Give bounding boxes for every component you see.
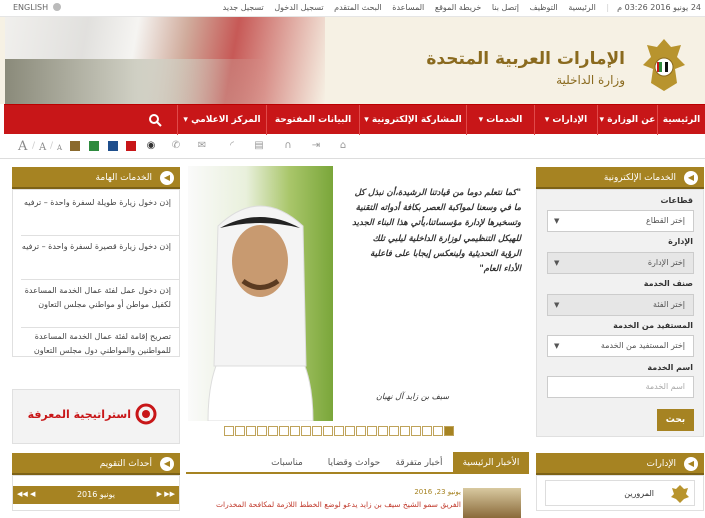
datetime-text: 24 يونيو 2016 03:26 م: [617, 3, 701, 12]
important-service-item[interactable]: إذن دخول عمل لفئة عمال الخدمة المساعدة لكفيل مواطن أو مواطني مجلس التعاون: [21, 284, 179, 328]
important-services-header: [12, 167, 180, 189]
slider-dot[interactable]: [235, 426, 245, 436]
globe-icon: [53, 3, 61, 11]
top-link-help[interactable]: المساعدة: [392, 3, 425, 12]
eye-icon[interactable]: ◉: [146, 140, 156, 151]
top-link-contact[interactable]: إتصل بنا: [491, 3, 519, 12]
important-service-item[interactable]: تصريح إقامة لفئة عمال الخدمة المساعدة للمواطنين والمواطني دول مجلس التعاون: [33, 332, 171, 355]
calendar-title: أحداث التقويم: [99, 459, 152, 469]
department-label: الإدارة: [668, 237, 693, 246]
chevron-down-icon: ▼: [554, 259, 560, 267]
calendar-prev-button[interactable]: ◀◀ ◀: [17, 490, 36, 498]
service-name-input[interactable]: اسم الخدمة: [547, 376, 694, 398]
leader-photo: [188, 166, 333, 421]
strategy-logo-icon: [135, 403, 157, 425]
strategy-label: استراتيجية المعرفة: [27, 408, 131, 421]
english-label[interactable]: ENGLISH: [13, 3, 49, 12]
theme-brown-swatch[interactable]: [70, 141, 80, 151]
department-select-value: إختر الإدارة: [647, 258, 685, 267]
nav-services-label: الخدمات: [486, 115, 523, 125]
important-service-item[interactable]: إذن دخول زيارة قصيرة لسفرة واحدة – ترفيه: [21, 240, 179, 280]
nav-about[interactable]: عن الوزارة ▾: [597, 105, 657, 135]
category-select-value: إختر الفئة: [653, 300, 685, 309]
eservices-form: [536, 189, 704, 437]
slider-pagination: [224, 426, 455, 438]
slider-dot[interactable]: [356, 426, 366, 436]
chevron-down-icon: ▼: [554, 217, 560, 225]
nav-services[interactable]: الخدمات ▾: [466, 105, 534, 135]
login-icon[interactable]: ⇥: [311, 140, 321, 151]
search-button[interactable]: بحث: [657, 409, 694, 431]
category-label: صنف الخدمة: [643, 279, 693, 288]
site-title[interactable]: الإمارات العربية المتحدة: [426, 49, 625, 69]
beneficiary-select[interactable]: [547, 335, 694, 357]
slider-dot[interactable]: [268, 426, 278, 436]
news-date: يونيو 23, 2016: [414, 488, 461, 496]
top-link-sitemap[interactable]: خريطة الموقع: [434, 3, 482, 12]
news-headline[interactable]: الفريق سمو الشيخ سيف بن زايد يدعو لوضع الخطط اللازمة لمكافحة المخدرات: [216, 500, 461, 509]
slider-dot[interactable]: [334, 426, 344, 436]
departments-header: [536, 453, 704, 475]
headphones-icon[interactable]: ∩: [284, 140, 292, 151]
tab-incidents[interactable]: حوادث وقضايا: [327, 458, 381, 468]
slider-dot[interactable]: [367, 426, 377, 436]
beneficiary-select-value: إختر المستفيد من الخدمة: [600, 341, 685, 350]
sector-label: قطاعات: [660, 196, 693, 205]
sector-select-value: إختر القطاع: [645, 216, 685, 225]
chevron-left-icon[interactable]: ◀: [160, 457, 174, 471]
slider-dot[interactable]: [246, 426, 256, 436]
font-large-button[interactable]: A: [18, 139, 28, 154]
top-link-home[interactable]: الرئيسية: [568, 3, 596, 12]
departments-title: الإدارات: [646, 459, 676, 469]
chevron-down-icon: ▼: [554, 342, 560, 350]
slider-dot[interactable]: [312, 426, 322, 436]
header-banner: [0, 17, 705, 104]
eservices-header: [536, 167, 704, 189]
slider-dot[interactable]: [422, 426, 432, 436]
service-name-label: اسم الخدمة: [647, 363, 693, 372]
slider-signature: سيف بن زايد آل نهيان: [376, 392, 450, 401]
department-emblem-icon: [670, 484, 690, 504]
slider-quote: "كما نتعلم دوما من قيادتنا الرشيدة،أن نبذل كل ما في وسعنا لمواكبة العصر بكافة أدواته التقنية وتسخيرها لإدارة مؤسساتنا،يأتي هذا البناء الجديد للهيكل التنظيمي لوزارة الداخلية ليلبي تلك الرؤية التحديثية ولينعكس إيجابا على فاعلية الأداء العام": [352, 188, 521, 275]
calendar-month: يونيو 2016: [13, 486, 179, 504]
chevron-left-icon[interactable]: ◀: [160, 171, 174, 185]
departments-list: [536, 475, 704, 511]
tab-main-news[interactable]: الأخبار الرئيسية: [453, 452, 529, 474]
nav-eparticipation-label: المشاركة الإلكترونية: [371, 115, 462, 125]
top-link-advanced-search[interactable]: البحث المتقدم: [334, 3, 382, 12]
accessibility-toolbar: A / A / A ◉ ✆ ✉ ◜ ▤ ∩ ⇥ ⌂: [0, 134, 705, 159]
calendar-next-button[interactable]: ▶ ▶▶: [156, 490, 175, 498]
chevron-left-icon[interactable]: ◀: [684, 457, 698, 471]
important-service-item[interactable]: إذن دخول زيارة طويلة لسفرة واحدة – ترفيه: [21, 196, 179, 236]
news-thumbnail[interactable]: [463, 488, 521, 518]
rss-icon[interactable]: ◜: [230, 140, 234, 151]
flag-shadow: [5, 59, 265, 104]
slider-dot[interactable]: [290, 426, 300, 436]
slider-dot[interactable]: [345, 426, 355, 436]
slider-dot[interactable]: [433, 426, 443, 436]
tab-misc-news[interactable]: أخبار متفرقة: [395, 458, 443, 468]
font-medium-button[interactable]: A: [39, 142, 47, 153]
nav-home[interactable]: الرئيسية: [657, 105, 705, 135]
department-item-label: المرورين: [624, 489, 654, 498]
slider-dot[interactable]: [301, 426, 311, 436]
chevron-left-icon[interactable]: ◀: [684, 171, 698, 185]
slider-dot[interactable]: [378, 426, 388, 436]
mail-icon[interactable]: ✉: [197, 140, 207, 151]
phone-icon[interactable]: ✆: [171, 140, 181, 151]
nav-media-center-label: المركز الاعلامي: [191, 115, 261, 125]
nav-departments[interactable]: الإدارات ▾: [534, 105, 597, 135]
slider-dot[interactable]: [400, 426, 410, 436]
slider-dot[interactable]: [257, 426, 267, 436]
quote-slider[interactable]: [186, 166, 529, 441]
eservices-title: الخدمات الإلكترونية: [603, 173, 676, 183]
nav-media-center[interactable]: المركز الاعلامي ▾: [177, 105, 266, 135]
department-select[interactable]: [547, 252, 694, 274]
department-item[interactable]: [545, 480, 695, 506]
important-services-list: [12, 189, 180, 357]
beneficiary-label: المستفيد من الخدمة: [613, 321, 693, 330]
slider-dot[interactable]: [279, 426, 289, 436]
chevron-down-icon: ▼: [554, 301, 560, 309]
nav-about-label: عن الوزارة: [607, 115, 656, 125]
important-services-title: الخدمات الهامة: [95, 173, 152, 183]
slider-dot[interactable]: [411, 426, 421, 436]
search-icon[interactable]: [148, 113, 162, 127]
calendar-header: [12, 453, 180, 475]
home-icon[interactable]: ⌂: [339, 140, 347, 151]
main-nav: [4, 104, 705, 134]
uae-emblem-icon[interactable]: [641, 37, 687, 93]
knowledge-strategy-banner[interactable]: [12, 389, 180, 444]
font-small-button[interactable]: A: [57, 144, 63, 152]
nav-departments-label: الإدارات: [552, 115, 588, 125]
top-link-register[interactable]: تسجيل جديد: [222, 3, 264, 12]
top-bar: [0, 0, 705, 17]
theme-red-swatch[interactable]: [126, 141, 136, 151]
news-item[interactable]: [186, 478, 529, 511]
top-links: 24 يونيو 2016 03:26 م| الرئيسية التوظيف إتصل بنا خريطة الموقع المساعدة البحث المتقدم تسجيل الدخول تسجيل جديد: [222, 3, 701, 12]
nav-opendata[interactable]: البيانات المفتوحة: [266, 105, 359, 135]
slider-dot[interactable]: [389, 426, 399, 436]
news-tabs: [186, 452, 529, 474]
english-link[interactable]: [13, 3, 61, 12]
site-subtitle: وزارة الداخلية: [556, 73, 625, 87]
print-icon[interactable]: ▤: [254, 140, 264, 151]
sector-select[interactable]: [547, 210, 694, 232]
tab-events[interactable]: مناسبات: [271, 458, 303, 468]
slider-dot[interactable]: [224, 426, 234, 436]
calendar-widget: [12, 475, 180, 511]
theme-blue-swatch[interactable]: [108, 141, 118, 151]
slider-dot[interactable]: [444, 426, 454, 436]
slider-dot[interactable]: [323, 426, 333, 436]
top-link-login[interactable]: تسجيل الدخول: [274, 3, 324, 12]
category-select[interactable]: [547, 294, 694, 316]
top-link-jobs[interactable]: التوظيف: [529, 3, 558, 12]
theme-green-swatch[interactable]: [89, 141, 99, 151]
nav-eparticipation[interactable]: المشاركة الإلكترونية ▾: [359, 105, 466, 135]
